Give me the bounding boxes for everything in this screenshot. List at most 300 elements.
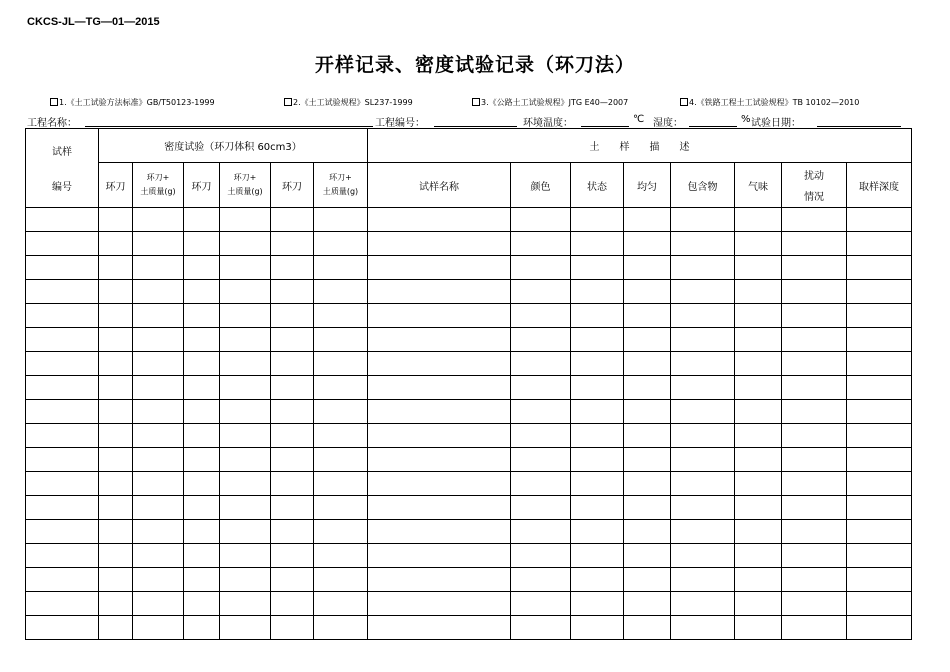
table-cell[interactable] <box>782 208 847 232</box>
table-cell[interactable] <box>511 520 571 544</box>
table-cell[interactable] <box>220 544 271 568</box>
table-cell[interactable] <box>511 400 571 424</box>
project-name-field[interactable] <box>85 114 373 127</box>
table-cell[interactable] <box>271 376 314 400</box>
table-cell[interactable] <box>782 232 847 256</box>
table-cell[interactable] <box>368 280 511 304</box>
table-cell[interactable] <box>99 352 133 376</box>
table-cell[interactable] <box>624 616 671 640</box>
table-cell[interactable] <box>571 304 624 328</box>
table-cell[interactable] <box>271 328 314 352</box>
table-cell[interactable] <box>133 592 184 616</box>
table-cell[interactable] <box>314 568 368 592</box>
table-cell[interactable] <box>133 448 184 472</box>
table-cell[interactable] <box>735 424 782 448</box>
table-cell[interactable] <box>735 400 782 424</box>
table-cell[interactable] <box>184 256 220 280</box>
table-body <box>26 208 912 640</box>
checkbox-icon[interactable] <box>50 98 58 106</box>
table-cell[interactable] <box>314 400 368 424</box>
table-cell[interactable] <box>571 328 624 352</box>
table-cell[interactable] <box>184 232 220 256</box>
table-row <box>26 400 912 424</box>
table-cell[interactable] <box>735 520 782 544</box>
table-cell[interactable] <box>314 520 368 544</box>
table-cell[interactable] <box>847 256 912 280</box>
table-cell[interactable] <box>99 280 133 304</box>
table-cell[interactable] <box>99 328 133 352</box>
table-cell[interactable] <box>624 232 671 256</box>
table-cell[interactable] <box>314 328 368 352</box>
table-cell[interactable] <box>26 328 99 352</box>
table-cell[interactable] <box>184 328 220 352</box>
table-cell[interactable] <box>571 232 624 256</box>
table-cell[interactable] <box>184 496 220 520</box>
env-temp-field[interactable] <box>581 114 629 127</box>
table-cell[interactable] <box>26 544 99 568</box>
table-cell[interactable] <box>368 568 511 592</box>
table-cell[interactable] <box>782 280 847 304</box>
table-cell[interactable] <box>271 544 314 568</box>
table-cell[interactable] <box>511 352 571 376</box>
table-cell[interactable] <box>26 424 99 448</box>
table-cell[interactable] <box>184 304 220 328</box>
table-cell[interactable] <box>511 496 571 520</box>
table-cell[interactable] <box>314 616 368 640</box>
table-cell[interactable] <box>314 544 368 568</box>
table-cell[interactable] <box>624 592 671 616</box>
table-cell[interactable] <box>368 328 511 352</box>
table-row <box>26 520 912 544</box>
table-cell[interactable] <box>314 280 368 304</box>
table-cell[interactable] <box>671 520 735 544</box>
table-cell[interactable] <box>184 400 220 424</box>
table-cell[interactable] <box>571 376 624 400</box>
table-cell[interactable] <box>847 520 912 544</box>
table-cell[interactable] <box>368 424 511 448</box>
table-cell[interactable] <box>184 376 220 400</box>
table-cell[interactable] <box>368 352 511 376</box>
table-cell[interactable] <box>511 616 571 640</box>
table-cell[interactable] <box>571 472 624 496</box>
table-cell[interactable] <box>220 616 271 640</box>
table-cell[interactable] <box>571 568 624 592</box>
table-cell[interactable] <box>671 544 735 568</box>
table-cell[interactable] <box>624 448 671 472</box>
table-cell[interactable] <box>26 472 99 496</box>
table-cell[interactable] <box>624 520 671 544</box>
table-cell[interactable] <box>735 208 782 232</box>
table-cell[interactable] <box>133 400 184 424</box>
table-cell[interactable] <box>133 544 184 568</box>
table-cell[interactable] <box>847 496 912 520</box>
humidity-label: 湿度： <box>653 118 683 129</box>
table-cell[interactable] <box>26 448 99 472</box>
table-cell[interactable] <box>184 208 220 232</box>
table-cell[interactable] <box>314 376 368 400</box>
project-no-field[interactable] <box>434 114 517 127</box>
table-cell[interactable] <box>133 424 184 448</box>
table-cell[interactable] <box>735 304 782 328</box>
table-cell[interactable] <box>314 232 368 256</box>
table-cell[interactable] <box>220 352 271 376</box>
table-cell[interactable] <box>624 376 671 400</box>
table-cell[interactable] <box>26 232 99 256</box>
table-cell[interactable] <box>624 280 671 304</box>
test-date-label: 试验日期： <box>751 118 801 129</box>
table-cell[interactable] <box>847 544 912 568</box>
table-row <box>26 328 912 352</box>
table-cell[interactable] <box>847 472 912 496</box>
table-cell[interactable] <box>220 280 271 304</box>
table-cell[interactable] <box>220 256 271 280</box>
table-cell[interactable] <box>671 352 735 376</box>
table-cell[interactable] <box>99 496 133 520</box>
table-cell[interactable] <box>368 544 511 568</box>
table-cell[interactable] <box>571 496 624 520</box>
table-cell[interactable] <box>133 472 184 496</box>
table-cell[interactable] <box>184 352 220 376</box>
table-cell[interactable] <box>184 520 220 544</box>
table-cell[interactable] <box>511 592 571 616</box>
table-cell[interactable] <box>782 544 847 568</box>
table-cell[interactable] <box>847 208 912 232</box>
table-cell[interactable] <box>368 376 511 400</box>
standard-option-1[interactable]: 1.《土工试验方法标准》GB/T50123-1999 <box>50 97 215 108</box>
checkbox-icon[interactable] <box>284 98 292 106</box>
table-cell[interactable] <box>220 568 271 592</box>
table-cell[interactable] <box>735 496 782 520</box>
header-row-1 <box>26 129 912 163</box>
table-cell[interactable] <box>184 592 220 616</box>
table-cell[interactable] <box>571 448 624 472</box>
soil-description-header: 土 样 描 述 <box>368 129 912 163</box>
table-cell[interactable] <box>735 232 782 256</box>
table-cell[interactable] <box>99 592 133 616</box>
table-cell[interactable] <box>782 472 847 496</box>
table-cell[interactable] <box>571 400 624 424</box>
table-cell[interactable] <box>184 568 220 592</box>
table-cell[interactable] <box>782 424 847 448</box>
table-cell[interactable] <box>368 256 511 280</box>
table-cell[interactable] <box>624 496 671 520</box>
table-cell[interactable] <box>220 448 271 472</box>
table-cell[interactable] <box>671 568 735 592</box>
table-cell[interactable] <box>314 448 368 472</box>
test-date-field[interactable] <box>817 114 901 127</box>
table-cell[interactable] <box>847 232 912 256</box>
table-cell[interactable] <box>624 472 671 496</box>
table-cell[interactable] <box>133 496 184 520</box>
table-cell[interactable] <box>26 304 99 328</box>
density-test-header: 密度试验（环刀体积 60cm3） <box>99 129 368 163</box>
table-cell[interactable] <box>26 280 99 304</box>
table-cell[interactable] <box>571 520 624 544</box>
table-cell[interactable] <box>571 592 624 616</box>
table-cell[interactable] <box>99 448 133 472</box>
table-row <box>26 544 912 568</box>
table-cell[interactable] <box>571 256 624 280</box>
table-cell[interactable] <box>847 304 912 328</box>
table-cell[interactable] <box>26 496 99 520</box>
table-cell[interactable] <box>735 448 782 472</box>
table-cell[interactable] <box>314 592 368 616</box>
table-cell[interactable] <box>99 304 133 328</box>
table-cell[interactable] <box>671 280 735 304</box>
table-cell[interactable] <box>511 232 571 256</box>
table-cell[interactable] <box>511 424 571 448</box>
table-cell[interactable] <box>782 592 847 616</box>
table-cell[interactable] <box>735 280 782 304</box>
table-cell[interactable] <box>671 376 735 400</box>
table-cell[interactable] <box>511 256 571 280</box>
table-row <box>26 256 912 280</box>
table-cell[interactable] <box>26 592 99 616</box>
table-cell[interactable] <box>314 304 368 328</box>
table-cell[interactable] <box>271 280 314 304</box>
table-cell[interactable] <box>26 352 99 376</box>
table-cell[interactable] <box>735 472 782 496</box>
table-cell[interactable] <box>782 352 847 376</box>
table-cell[interactable] <box>571 544 624 568</box>
table-cell[interactable] <box>184 424 220 448</box>
table-cell[interactable] <box>271 616 314 640</box>
table-cell[interactable] <box>847 448 912 472</box>
table-cell[interactable] <box>624 400 671 424</box>
table-cell[interactable] <box>368 304 511 328</box>
table-cell[interactable] <box>847 400 912 424</box>
table-cell[interactable] <box>99 472 133 496</box>
table-cell[interactable] <box>314 208 368 232</box>
table-cell[interactable] <box>99 424 133 448</box>
table-cell[interactable] <box>26 208 99 232</box>
table-cell[interactable] <box>271 448 314 472</box>
table-cell[interactable] <box>220 496 271 520</box>
table-cell[interactable] <box>26 520 99 544</box>
col-ring-1: 环刀 <box>99 163 133 208</box>
table-cell[interactable] <box>220 304 271 328</box>
table-cell[interactable] <box>847 352 912 376</box>
standard-option-2[interactable]: 2.《土工试验规程》SL237-1999 <box>284 97 413 108</box>
table-cell[interactable] <box>624 424 671 448</box>
table-cell[interactable] <box>782 256 847 280</box>
table-cell[interactable] <box>220 328 271 352</box>
table-cell[interactable] <box>368 496 511 520</box>
table-cell[interactable] <box>782 376 847 400</box>
table-cell[interactable] <box>99 400 133 424</box>
table-cell[interactable] <box>571 208 624 232</box>
table-cell[interactable] <box>671 208 735 232</box>
checkbox-icon[interactable] <box>680 98 688 106</box>
table-cell[interactable] <box>26 376 99 400</box>
table-cell[interactable] <box>624 352 671 376</box>
table-cell[interactable] <box>271 256 314 280</box>
table-cell[interactable] <box>735 256 782 280</box>
table-cell[interactable] <box>847 616 912 640</box>
table-cell[interactable] <box>133 280 184 304</box>
table-cell[interactable] <box>571 424 624 448</box>
table-cell[interactable] <box>624 304 671 328</box>
table-cell[interactable] <box>26 616 99 640</box>
table-cell[interactable] <box>184 616 220 640</box>
table-cell[interactable] <box>271 424 314 448</box>
table-cell[interactable] <box>847 328 912 352</box>
table-cell[interactable] <box>847 280 912 304</box>
table-cell[interactable] <box>735 544 782 568</box>
table-cell[interactable] <box>184 472 220 496</box>
table-cell[interactable] <box>314 472 368 496</box>
table-cell[interactable] <box>271 520 314 544</box>
table-cell[interactable] <box>133 328 184 352</box>
table-cell[interactable] <box>314 496 368 520</box>
table-cell[interactable] <box>511 280 571 304</box>
table-cell[interactable] <box>271 352 314 376</box>
table-cell[interactable] <box>99 232 133 256</box>
table-cell[interactable] <box>511 472 571 496</box>
table-cell[interactable] <box>220 592 271 616</box>
table-cell[interactable] <box>271 208 314 232</box>
table-cell[interactable] <box>99 256 133 280</box>
table-cell[interactable] <box>735 376 782 400</box>
table-cell[interactable] <box>571 280 624 304</box>
table-cell[interactable] <box>624 328 671 352</box>
checkbox-icon[interactable] <box>472 98 480 106</box>
table-cell[interactable] <box>782 400 847 424</box>
table-cell[interactable] <box>184 544 220 568</box>
table-cell[interactable] <box>782 616 847 640</box>
table-cell[interactable] <box>735 568 782 592</box>
table-cell[interactable] <box>735 352 782 376</box>
table-cell[interactable] <box>99 544 133 568</box>
table-cell[interactable] <box>368 448 511 472</box>
table-cell[interactable] <box>671 328 735 352</box>
table-cell[interactable] <box>99 520 133 544</box>
table-cell[interactable] <box>271 592 314 616</box>
table-cell[interactable] <box>671 616 735 640</box>
table-cell[interactable] <box>671 256 735 280</box>
table-cell[interactable] <box>368 400 511 424</box>
table-cell[interactable] <box>271 472 314 496</box>
table-cell[interactable] <box>624 256 671 280</box>
table-cell[interactable] <box>314 424 368 448</box>
table-cell[interactable] <box>99 616 133 640</box>
table-cell[interactable] <box>368 472 511 496</box>
table-cell[interactable] <box>782 328 847 352</box>
table-cell[interactable] <box>735 616 782 640</box>
table-cell[interactable] <box>847 592 912 616</box>
table-cell[interactable] <box>511 544 571 568</box>
table-cell[interactable] <box>271 400 314 424</box>
table-cell[interactable] <box>271 496 314 520</box>
table-cell[interactable] <box>184 280 220 304</box>
table-cell[interactable] <box>671 496 735 520</box>
table-cell[interactable] <box>271 232 314 256</box>
humidity-field[interactable] <box>689 114 737 127</box>
table-cell[interactable] <box>220 376 271 400</box>
table-cell[interactable] <box>671 424 735 448</box>
col-ring-soil-mass-1: 环刀+ 土质量(g) <box>133 163 184 208</box>
table-cell[interactable] <box>511 304 571 328</box>
table-cell[interactable] <box>133 304 184 328</box>
table-cell[interactable] <box>571 616 624 640</box>
standard-option-4[interactable]: 4.《铁路工程土工试验规程》TB 10102—2010 <box>680 97 859 108</box>
table-cell[interactable] <box>511 448 571 472</box>
table-cell[interactable] <box>671 448 735 472</box>
table-cell[interactable] <box>671 472 735 496</box>
table-cell[interactable] <box>671 304 735 328</box>
table-cell[interactable] <box>133 352 184 376</box>
table-cell[interactable] <box>368 616 511 640</box>
table-cell[interactable] <box>99 208 133 232</box>
col-sample-name: 试样名称 <box>368 163 511 208</box>
table-cell[interactable] <box>99 568 133 592</box>
table-cell[interactable] <box>847 376 912 400</box>
table-cell[interactable] <box>133 256 184 280</box>
table-cell[interactable] <box>133 376 184 400</box>
table-cell[interactable] <box>314 352 368 376</box>
table-cell[interactable] <box>220 208 271 232</box>
table-cell[interactable] <box>782 448 847 472</box>
table-cell[interactable] <box>220 472 271 496</box>
table-cell[interactable] <box>671 232 735 256</box>
table-cell[interactable] <box>511 568 571 592</box>
table-row <box>26 592 912 616</box>
table-cell[interactable] <box>26 256 99 280</box>
table-cell[interactable] <box>220 400 271 424</box>
table-cell[interactable] <box>511 208 571 232</box>
table-row <box>26 568 912 592</box>
standard-option-3[interactable]: 3.《公路土工试验规程》JTG E40—2007 <box>472 97 628 108</box>
table-cell[interactable] <box>26 400 99 424</box>
table-cell[interactable] <box>133 568 184 592</box>
table-cell[interactable] <box>782 304 847 328</box>
table-cell[interactable] <box>271 568 314 592</box>
table-cell[interactable] <box>671 592 735 616</box>
table-cell[interactable] <box>782 520 847 544</box>
table-cell[interactable] <box>782 568 847 592</box>
table-cell[interactable] <box>782 496 847 520</box>
table-cell[interactable] <box>671 400 735 424</box>
table-cell[interactable] <box>368 208 511 232</box>
table-cell[interactable] <box>133 232 184 256</box>
table-cell[interactable] <box>735 328 782 352</box>
table-cell[interactable] <box>133 520 184 544</box>
table-cell[interactable] <box>133 616 184 640</box>
table-cell[interactable] <box>220 232 271 256</box>
table-cell[interactable] <box>368 232 511 256</box>
table-cell[interactable] <box>847 568 912 592</box>
table-cell[interactable] <box>624 544 671 568</box>
table-cell[interactable] <box>220 520 271 544</box>
table-cell[interactable] <box>133 208 184 232</box>
table-cell[interactable] <box>368 592 511 616</box>
table-cell[interactable] <box>220 424 271 448</box>
table-cell[interactable] <box>847 424 912 448</box>
table-cell[interactable] <box>511 328 571 352</box>
table-cell[interactable] <box>271 304 314 328</box>
table-cell[interactable] <box>368 520 511 544</box>
table-cell[interactable] <box>26 568 99 592</box>
table-cell[interactable] <box>624 568 671 592</box>
table-cell[interactable] <box>571 352 624 376</box>
table-cell[interactable] <box>99 376 133 400</box>
table-cell[interactable] <box>184 448 220 472</box>
col-sampling-depth: 取样深度 <box>847 163 912 208</box>
table-cell[interactable] <box>735 592 782 616</box>
table-cell[interactable] <box>511 376 571 400</box>
table-cell[interactable] <box>624 208 671 232</box>
table-cell[interactable] <box>314 256 368 280</box>
